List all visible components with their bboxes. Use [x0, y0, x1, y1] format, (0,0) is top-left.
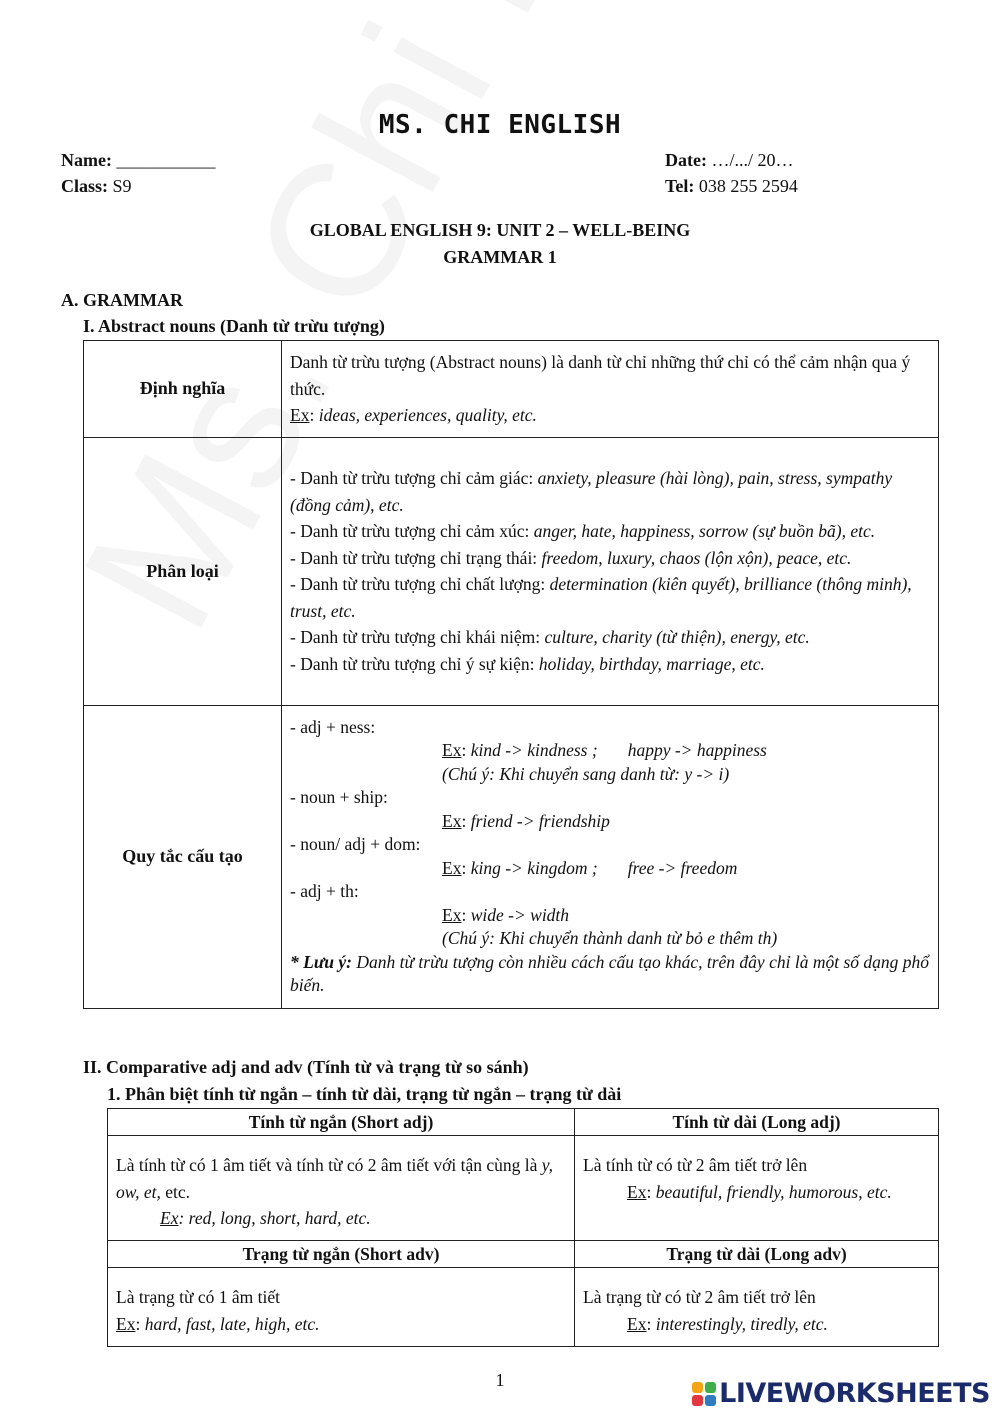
list-item: - Danh từ trừu tượng chỉ cảm xúc: anger, hate, happiness, sorrow (sự buồn bã), etc.	[290, 521, 876, 541]
logo-text: LIVEWORKSHEETS	[719, 1378, 990, 1409]
formation-row	[84, 705, 939, 1008]
list-item: - Danh từ trừu tượng chỉ ý sự kiện: holiday, birthday, marriage, etc.	[290, 653, 765, 674]
short-adv-cell	[108, 1268, 575, 1347]
rule-th-example: Ex: wide -> width	[442, 904, 570, 925]
page-title: MS. CHI ENGLISH	[378, 110, 622, 140]
class-value: S9	[112, 176, 132, 196]
formation-content	[282, 705, 939, 1008]
page-number: 1	[495, 1370, 505, 1390]
formation-label: Quy tắc cấu tạo	[84, 705, 282, 1008]
rule-dom: - noun/ adj + dom:	[290, 834, 421, 854]
tel-value: 038 255 2594	[698, 176, 798, 196]
comparison-table	[107, 1108, 939, 1347]
long-adj-example: Ex: beautiful, friendly, humorous, etc.	[627, 1181, 892, 1202]
list-item: - Danh từ trừu tượng chỉ cảm giác: anxiety, pleasure (hài lòng), pain, stress, sympathy (đồng cảm), etc.	[290, 468, 893, 515]
rule-ness: - adj + ness:	[290, 716, 376, 737]
definition-row	[84, 341, 939, 438]
short-adv-example: Ex: hard, fast, late, high, etc.	[116, 1313, 320, 1334]
long-adv-definition: Là trạng từ có từ 2 âm tiết trở lên	[583, 1287, 816, 1307]
lesson-title: GRAMMAR 1	[443, 247, 557, 267]
date-value: …/.../ 20…	[711, 150, 794, 170]
long-adv-cell	[575, 1268, 939, 1347]
short-adj-header: Tính từ ngắn (Short adj)	[108, 1109, 575, 1136]
ex-label: Ex	[290, 405, 310, 425]
definition-example: Ex: ideas, experiences, quality, etc.	[290, 405, 537, 425]
long-adv-example: Ex: interestingly, tiredly, etc.	[627, 1313, 828, 1334]
adv-body-row	[108, 1268, 939, 1347]
rule-dom-example: Ex: king -> kingdom ; free -> freedom	[442, 857, 738, 878]
class-field	[61, 176, 132, 197]
definition-text: Danh từ trừu tượng (Abstract nouns) là danh từ chỉ những thứ chỉ có thể cảm nhận qua ý thức.	[290, 352, 911, 399]
short-adv-header: Trạng từ ngắn (Short adv)	[108, 1241, 575, 1268]
list-item: - Danh từ trừu tượng chỉ khái niệm: culture, charity (từ thiện), energy, etc.	[290, 627, 810, 647]
name-blank: ___________	[116, 150, 216, 170]
definition-content	[282, 341, 939, 438]
abstract-nouns-table	[83, 340, 939, 1009]
list-item: - Danh từ trừu tượng chỉ chất lượng: determination (kiên quyết), brilliance (thông minh), trust, etc.	[290, 574, 912, 621]
long-adj-definition: Là tính từ có từ 2 âm tiết trở lên	[583, 1155, 808, 1175]
definition-example-text: ideas, experiences, quality, etc.	[318, 405, 537, 425]
definition-label: Định nghĩa	[84, 341, 282, 438]
long-adv-header: Trạng từ dài (Long adv)	[575, 1241, 939, 1268]
adv-header-row	[108, 1241, 939, 1268]
classification-content	[282, 437, 939, 705]
long-adj-header: Tính từ dài (Long adj)	[575, 1109, 939, 1136]
short-adj-example: Ex: red, long, short, hard, etc.	[160, 1208, 371, 1228]
classification-row	[84, 437, 939, 705]
part1-title: I. Abstract nouns (Danh từ trừu tượng)	[83, 316, 385, 336]
rule-th-note: (Chú ý: Khi chuyển thành danh từ bỏ e thêm th)	[442, 928, 778, 948]
date-label: Date:	[665, 150, 707, 170]
part2-subtitle: 1. Phân biệt tính từ ngắn – tính từ dài, trạng từ ngắn – trạng từ dài	[107, 1084, 622, 1104]
tel-field	[665, 176, 798, 197]
class-label: Class:	[61, 176, 109, 196]
liveworksheets-logo[interactable]	[692, 1378, 990, 1409]
rule-ship: - noun + ship:	[290, 787, 388, 807]
list-item: - Danh từ trừu tượng chỉ trạng thái: freedom, luxury, chaos (lộn xộn), peace, etc.	[290, 547, 852, 568]
short-adv-definition: Là trạng từ có 1 âm tiết	[116, 1287, 281, 1307]
short-adj-definition: Là tính từ có 1 âm tiết và tính từ có 2 âm tiết với tận cùng là y, ow, et, etc.	[116, 1155, 553, 1202]
date-field	[665, 150, 794, 171]
rule-ness-note: (Chú ý: Khi chuyển sang danh từ: y -> i)	[442, 763, 730, 784]
note-text: Danh từ trừu tượng còn nhiều cách cấu tạo khác, trên đây chỉ là một số dạng phổ biến.	[290, 951, 930, 995]
tel-label: Tel:	[665, 176, 695, 196]
short-adj-cell	[108, 1136, 575, 1241]
name-field	[61, 150, 215, 171]
unit-title: GLOBAL ENGLISH 9: UNIT 2 – WELL-BEING	[309, 220, 691, 240]
section-a-title: A. GRAMMAR	[61, 290, 183, 310]
long-adj-cell	[575, 1136, 939, 1241]
name-label: Name:	[61, 150, 112, 170]
adj-body-row	[108, 1136, 939, 1241]
adj-header-row	[108, 1109, 939, 1136]
formation-note	[290, 951, 930, 998]
part2-title: II. Comparative adj and adv (Tính từ và trạng từ so sánh)	[83, 1057, 529, 1077]
rule-th: - adj + th:	[290, 881, 359, 901]
rule-ness-example: Ex: kind -> kindness ; happy -> happiness	[442, 740, 767, 760]
note-label: * Lưu ý:	[290, 951, 353, 972]
classification-label: Phân loại	[84, 437, 282, 705]
rule-ship-example: Ex: friend -> friendship	[442, 810, 610, 831]
logo-mark-icon	[692, 1382, 716, 1406]
